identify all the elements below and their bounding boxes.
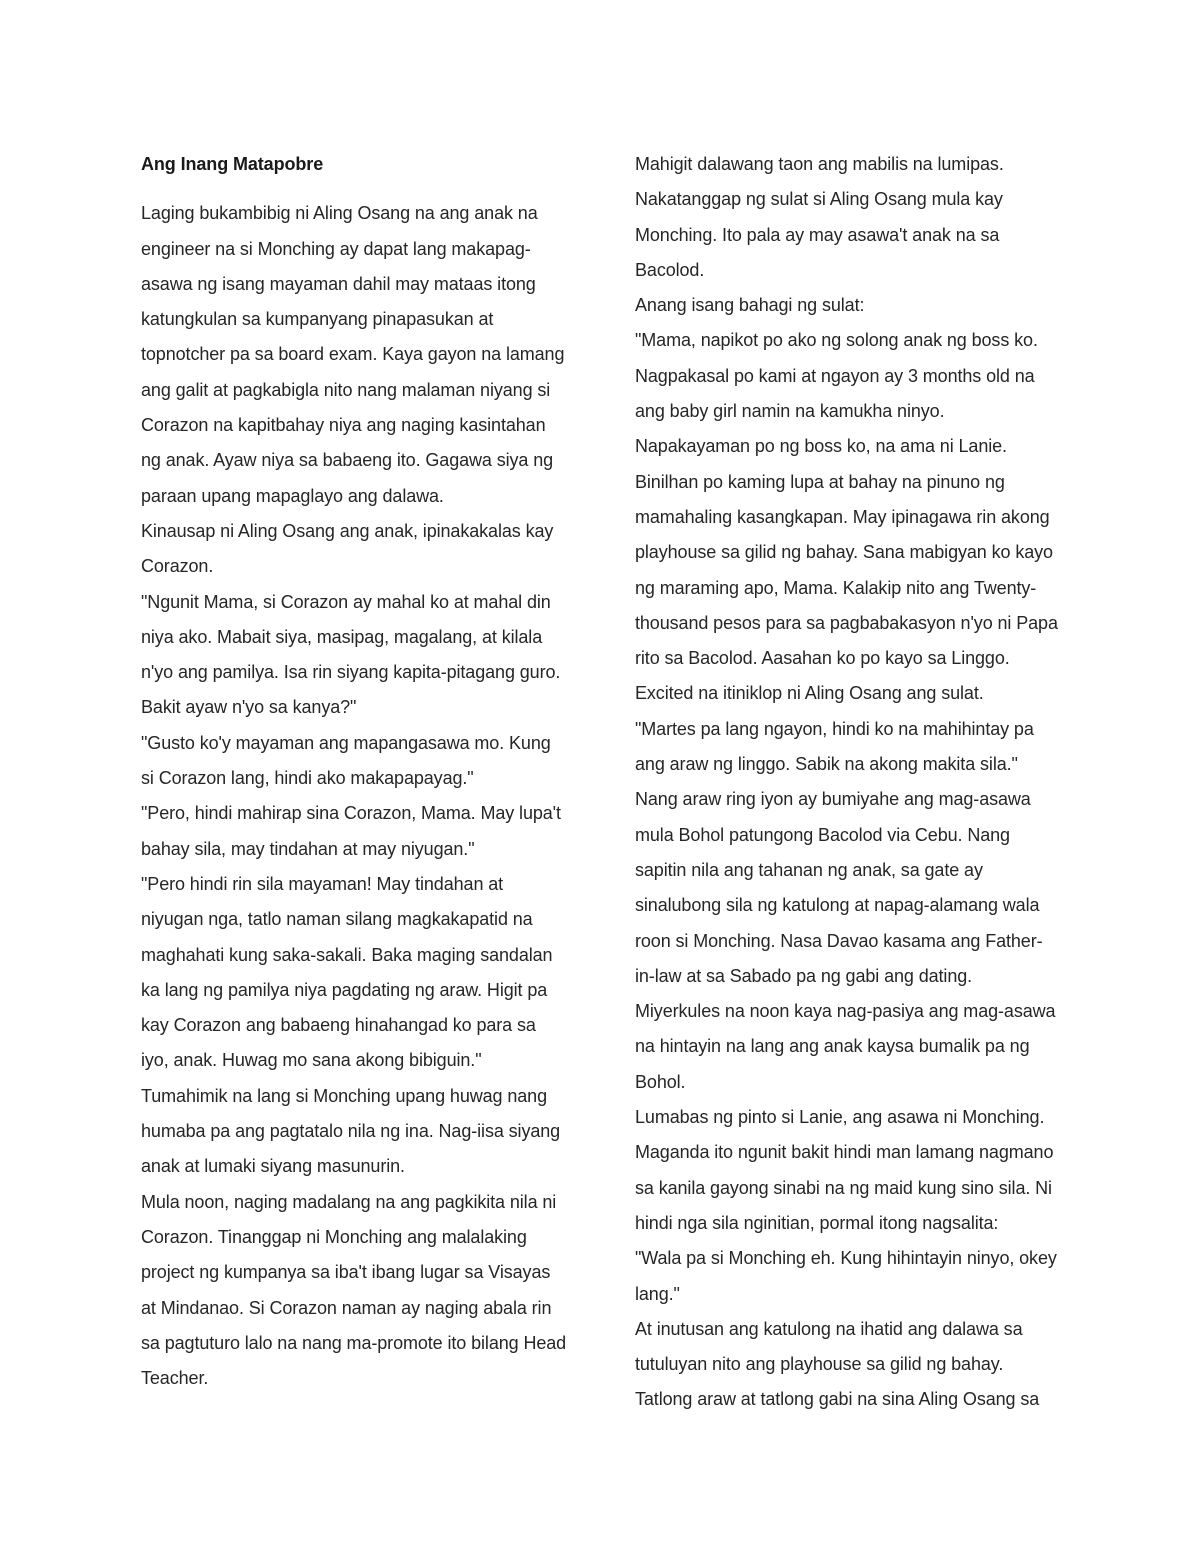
text-line: "Pero hindi rin sila mayaman! May tindahan at [141,873,504,894]
left-column [141,147,581,1396]
text-line: Mula noon, naging madalang na ang pagkikita nila ni [141,1191,557,1212]
text-line: in-law at sa Sabado pa ng gabi ang dating. [635,965,973,986]
text-line: "Ngunit Mama, si Corazon ay mahal ko at mahal din [141,591,551,612]
text-line: Tumahimik na lang si Monching upang huwag nang [141,1085,547,1106]
text-line: niyugan nga, tatlo naman silang magkakapatid na [141,909,533,930]
text-line: roon si Monching. Nasa Davao kasama ang Father- [635,930,1043,951]
text-line: Nang araw ring iyon ay bumiyahe ang mag-asawa [635,789,1031,810]
text-line: ng maraming apo, Mama. Kalakip nito ang Twenty- [635,577,1037,598]
text-line: sapitin nila ang tahanan ng anak, sa gate ay [635,859,983,880]
text-line: ng anak. Ayaw niya sa babaeng ito. Gagawa siya ng [141,450,554,471]
text-line: ang araw ng linggo. Sabik na akong makita sila." [635,754,1018,775]
text-line: ang galit at pagkabigla nito nang malaman niyang si [141,379,551,400]
text-line: "Wala pa si Monching eh. Kung hihintayin ninyo, okey [635,1248,1057,1269]
text-line: "Gusto ko'y mayaman ang mapangasawa mo. Kung [141,732,551,753]
text-line: Mahigit dalawang taon ang mabilis na lumipas. [635,154,1004,174]
text-line: Corazon na kapitbahay niya ang naging kasintahan [141,415,546,436]
text-line: si Corazon lang, hindi ako makapapayag." [141,768,474,789]
text-line: sa kanila gayong sinabi na ng maid kung sino sila. Ni [635,1177,1052,1198]
right-column [635,147,1075,1418]
text-line: topnotcher pa sa board exam. Kaya gayon na lamang [141,344,565,365]
text-line: rito sa Bacolod. Aasahan ko po kayo sa Linggo. [635,648,1010,669]
text-line: Bakit ayaw n'yo sa kanya?" [141,697,357,718]
text-line: bahay sila, may tindahan at may niyugan." [141,838,475,859]
text-line: engineer na si Monching ay dapat lang makapag- [141,238,531,259]
text-line: mamahaling kasangkapan. May ipinagawa rin akong [635,506,1050,527]
text-line: ang baby girl namin na kamukha ninyo. [635,401,945,422]
text-line: "Pero, hindi mahirap sina Corazon, Mama. May lupa't [141,803,561,824]
text-line: niya ako. Mabait siya, masipag, magalang, at kilala [141,626,543,647]
text-line: Napakayaman po ng boss ko, na ama ni Lanie. [635,436,1007,457]
text-line: Nagpakasal po kami at ngayon ay 3 months old na [635,365,1035,386]
text-line: Miyerkules na noon kaya nag-pasiya ang mag-asawa [635,1001,1056,1022]
text-line: Teacher. [141,1368,209,1389]
text-line: Kinausap ni Aling Osang ang anak, ipinakakalas kay [141,520,554,541]
text-line: Corazon. Tinanggap ni Monching ang malalaking [141,1226,527,1247]
text-line: playhouse sa gilid ng bahay. Sana mabigyan ko kayo [635,542,1053,563]
text-line: tutuluyan nito ang playhouse sa gilid ng bahay. [635,1354,1004,1375]
text-line: Excited na itiniklop ni Aling Osang ang sulat. [635,683,984,704]
text-line: na hintayin na lang ang anak kaysa bumalik pa ng [635,1036,1030,1057]
text-line: project ng kumpanya sa iba't ibang lugar sa Visayas [141,1262,551,1283]
text-line: Corazon. [141,556,214,577]
text-line: "Mama, napikot po ako ng solong anak ng boss ko. [635,330,1038,351]
text-line: paraan upang mapaglayo ang dalawa. [141,485,444,506]
text-line: sinalubong sila ng katulong at napag-alamang wala [635,895,1040,916]
text-line: Tatlong araw at tatlong gabi na sina Aling Osang sa [635,1389,1040,1410]
text-line: Bohol. [635,1071,686,1092]
text-line: humaba pa ang pagtatalo nila ng ina. Nag-iisa siyang [141,1121,561,1142]
right-column-text [635,147,1075,1418]
text-line: kay Corazon ang babaeng hinahangad ko para sa [141,1015,536,1036]
text-line: mula Bohol patungong Bacolod via Cebu. Nang [635,824,1010,845]
text-line: Laging bukambibig ni Aling Osang na ang anak na [141,203,538,224]
text-line: at Mindanao. Si Corazon naman ay naging abala rin [141,1297,552,1318]
text-line: n'yo ang pamilya. Isa rin siyang kapita-pitagang guro. [141,662,561,683]
text-line: Nakatanggap ng sulat si Aling Osang mula kay [635,189,1003,210]
text-line: Maganda ito ngunit bakit hindi man lamang nagmano [635,1142,1054,1163]
text-line: At inutusan ang katulong na ihatid ang dalawa sa [635,1318,1023,1339]
text-line: Binilhan po kaming lupa at bahay na pinuno ng [635,471,1005,492]
text-line: katungkulan sa kumpanyang pinapasukan at [141,309,494,330]
text-line: sa pagtuturo lalo na nang ma-promote ito bilang Head [141,1332,567,1353]
text-line: thousand pesos para sa pagbabakasyon n'yo ni Papa [635,612,1058,633]
text-line: hindi nga sila nginitian, pormal itong nagsalita: [635,1212,999,1233]
left-column-text [141,196,581,1396]
text-line: iyo, anak. Huwag mo sana akong bibiguin." [141,1050,482,1071]
text-line: Bacolod. [635,259,705,280]
document-title: Ang Inang Matapobre [141,154,324,174]
title-spacer [141,182,581,196]
text-line: Anang isang bahagi ng sulat: [635,295,865,316]
text-line: ka lang ng pamilya niya pagdating ng araw. Higit pa [141,979,548,1000]
text-line: anak at lumaki siyang masunurin. [141,1156,405,1177]
text-line: "Martes pa lang ngayon, hindi ko na mahihintay pa [635,718,1034,739]
text-line: asawa ng isang mayaman dahil may mataas itong [141,273,536,294]
text-line: Lumabas ng pinto si Lanie, ang asawa ni Monching. [635,1107,1045,1128]
text-line: maghahati kung saka-sakali. Baka maging sandalan [141,944,553,965]
text-line: Monching. Ito pala ay may asawa't anak na sa [635,224,1000,245]
text-line: lang." [635,1283,680,1304]
